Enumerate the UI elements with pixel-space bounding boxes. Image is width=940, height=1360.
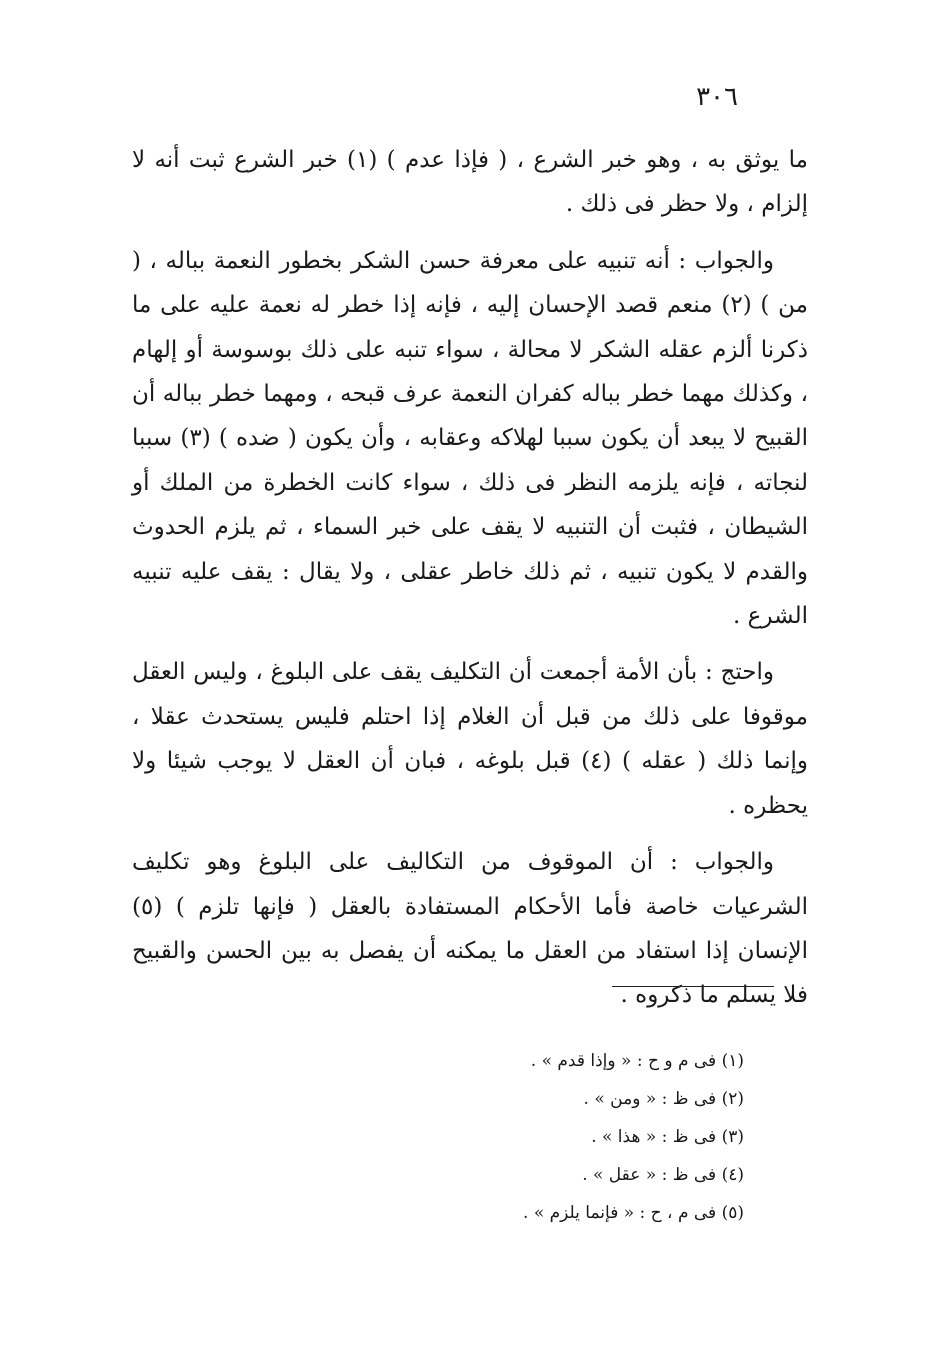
footnote-1: (١) فى م و ح : « وإذا قدم » . (530, 1051, 744, 1071)
footnote-5: (٥) فى م ، ح : « فإنما يلزم » . (523, 1203, 744, 1223)
footnote-3: (٣) فى ظ : « هذا » . (591, 1127, 744, 1147)
footnote-2: (٢) فى ظ : « ومن » . (583, 1089, 744, 1109)
footnotes (380, 1042, 744, 1232)
paragraph-1: ما يوثق به ، وهو خبر الشرع ، ( فإذا عدم ) (١) خبر الشرع ثبت أنه لا إلزام ، ولا حظر فى ذلك . (132, 147, 808, 218)
paragraph-3: واحتج : بأن الأمة أجمعت أن التكليف يقف على البلوغ ، وليس العقل موقوفا على ذلك من قبل أن الغلام إذا احتلم فليس يستحدث عقلا ، وإنما ذلك ( عقله ) (٤) قبل بلوغه ، فبان أن العقل لا يوجب شيئا ولا يحظره . (132, 659, 808, 819)
paragraph-4: والجواب : أن الموقوف من التكاليف على البلوغ وهو تكليف الشرعيات خاصة فأما الأحكام المستفادة بالعقل ( فإنها تلزم ) (٥) الإنسان إذا استفاد من العقل ما يمكنه أن يفصل به بين الحسن والقبيح فلا يسلم ما ذكروه . (132, 849, 808, 1009)
paragraph-2: والجواب : أنه تنبيه على معرفة حسن الشكر بخطور النعمة بباله ، ( من ) (٢) منعم قصد الإحسان إليه ، فإنه إذا خطر له نعمة عليه على ما ذكرنا ألزم عقله الشكر لا محالة ، سواء تنبه على ذلك بوسوسة أو إلهام ، وكذلك مهما خطر بباله كفران النعمة عرف قبحه ، ومهما خطر بباله أن القبيح لا يبعد أن يكون سببا لهلاكه وعقابه ، وأن يكون ( ضده ) (٣) سببا لنجاته ، فإنه يلزمه النظر فى ذلك ، سواء كانت الخطرة من الملك أو الشيطان ، فثبت أن التنبيه لا يقف على خبر السماء ، ثم يلزم الحدوث والقدم لا يكون تنبيه ، ثم ذلك خاطر عقلى ، ولا يقال : يقف عليه تنبيه الشرع . (132, 247, 809, 630)
footnote-4: (٤) فى ظ : « عقل » . (582, 1165, 744, 1185)
footnote-divider (612, 986, 774, 987)
main-text (132, 138, 808, 1030)
page-number: ٣٠٦ (696, 82, 738, 112)
